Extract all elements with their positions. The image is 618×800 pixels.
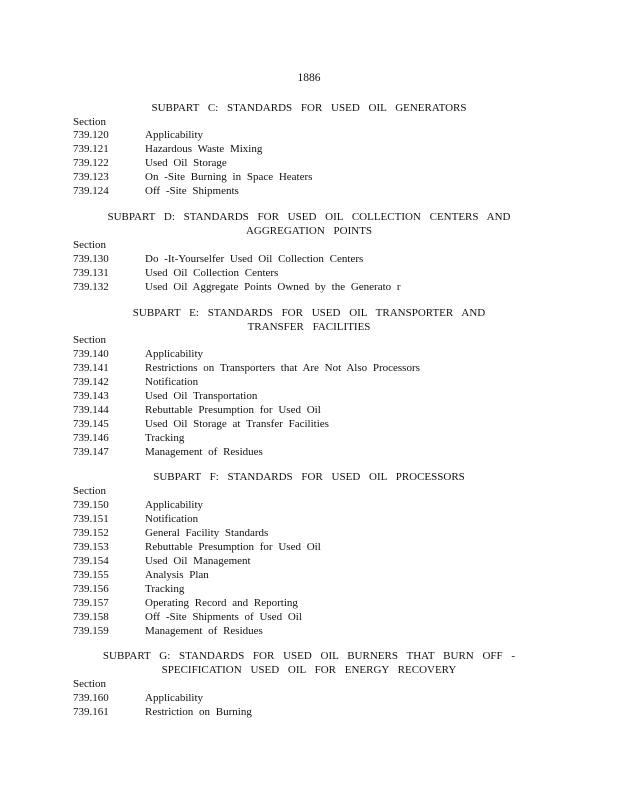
section-label: Section bbox=[73, 116, 106, 128]
subpart-heading-line: TRANSFER FACILITIES bbox=[247, 321, 371, 333]
subpart-heading-line: AGGREGATION POINTS bbox=[245, 225, 373, 237]
section-title: Used Oil Aggregate Points Owned by the Generato r bbox=[145, 281, 401, 293]
section-title: Do -It-Yourselfer Used Oil Collection Centers bbox=[145, 253, 364, 265]
list-item bbox=[73, 624, 593, 638]
section-number: 739.130 bbox=[73, 253, 109, 265]
section-number: 739.140 bbox=[73, 348, 109, 360]
section-number: 739.161 bbox=[73, 706, 109, 718]
section-title: Tracking bbox=[145, 583, 185, 595]
section-title: Applicability bbox=[145, 692, 204, 704]
list-item bbox=[73, 266, 593, 280]
subpart-heading-line: SUBPART G: STANDARDS FOR USED OIL BURNERS THAT BURN OFF - bbox=[102, 650, 516, 662]
section-title: Off -Site Shipments bbox=[145, 185, 239, 197]
section-title: General Facility Standards bbox=[145, 527, 269, 539]
section-number: 739.143 bbox=[73, 390, 109, 402]
list-item bbox=[73, 540, 593, 554]
list-item bbox=[73, 156, 593, 170]
section-label: Section bbox=[73, 334, 106, 346]
section-title: Off -Site Shipments of Used Oil bbox=[145, 611, 302, 623]
subpart-f-heading bbox=[0, 470, 618, 484]
section-number: 739.153 bbox=[73, 541, 109, 553]
section-number: 739.150 bbox=[73, 499, 109, 511]
list-item bbox=[73, 252, 593, 266]
list-item bbox=[73, 554, 593, 568]
section-title: Applicability bbox=[145, 499, 204, 511]
list-item bbox=[73, 170, 593, 184]
section-title: Applicability bbox=[145, 348, 204, 360]
section-title: Used Oil Management bbox=[145, 555, 251, 567]
section-number: 739.146 bbox=[73, 432, 109, 444]
list-item bbox=[73, 417, 593, 431]
section-label: Section bbox=[73, 485, 106, 497]
subpart-g-heading bbox=[0, 649, 618, 677]
section-title: Management of Residues bbox=[145, 625, 263, 637]
list-item bbox=[73, 596, 593, 610]
section-label: Section bbox=[73, 239, 106, 251]
section-number: 739.158 bbox=[73, 611, 109, 623]
list-item bbox=[73, 403, 593, 417]
section-number: 739.154 bbox=[73, 555, 109, 567]
section-title: Tracking bbox=[145, 432, 185, 444]
section-number: 739.147 bbox=[73, 446, 109, 458]
list-item bbox=[73, 347, 593, 361]
section-title: Used Oil Transportation bbox=[145, 390, 258, 402]
subpart-c-heading bbox=[0, 101, 618, 115]
section-list bbox=[73, 128, 593, 198]
list-item bbox=[73, 445, 593, 459]
section-number: 739.131 bbox=[73, 267, 109, 279]
section-title: Notification bbox=[145, 376, 199, 388]
section-number: 739.151 bbox=[73, 513, 109, 525]
list-item bbox=[73, 142, 593, 156]
list-item bbox=[73, 512, 593, 526]
list-item bbox=[73, 705, 593, 719]
section-title: Used Oil Storage at Transfer Facilities bbox=[145, 418, 329, 430]
list-item bbox=[73, 568, 593, 582]
list-item bbox=[73, 431, 593, 445]
section-list bbox=[73, 498, 593, 638]
list-item bbox=[73, 691, 593, 705]
section-number: 739.159 bbox=[73, 625, 109, 637]
section-number: 739.152 bbox=[73, 527, 109, 539]
section-number: 739.122 bbox=[73, 157, 109, 169]
section-title: Rebuttable Presumption for Used Oil bbox=[145, 404, 321, 416]
section-number: 739.132 bbox=[73, 281, 109, 293]
subpart-heading-line: SUBPART C: STANDARDS FOR USED OIL GENERATORS bbox=[151, 102, 467, 114]
subpart-e-heading bbox=[0, 306, 618, 334]
list-item bbox=[73, 361, 593, 375]
section-title: Analysis Plan bbox=[145, 569, 209, 581]
list-item bbox=[73, 498, 593, 512]
list-item bbox=[73, 389, 593, 403]
section-title: Restriction on Burning bbox=[145, 706, 252, 718]
list-item bbox=[73, 184, 593, 198]
list-item bbox=[73, 526, 593, 540]
subpart-heading-line: SUBPART E: STANDARDS FOR USED OIL TRANSPORTER AND bbox=[132, 307, 486, 319]
section-number: 739.123 bbox=[73, 171, 109, 183]
section-title: Applicability bbox=[145, 129, 204, 141]
section-number: 739.121 bbox=[73, 143, 109, 155]
subpart-heading-line: SPECIFICATION USED OIL FOR ENERGY RECOVERY bbox=[161, 664, 457, 676]
list-item bbox=[73, 128, 593, 142]
section-list bbox=[73, 691, 593, 719]
section-title: Management of Residues bbox=[145, 446, 263, 458]
subpart-heading-line: SUBPART F: STANDARDS FOR USED OIL PROCESSORS bbox=[153, 471, 465, 483]
section-title: Operating Record and Reporting bbox=[145, 597, 298, 609]
section-list bbox=[73, 252, 593, 294]
list-item bbox=[73, 375, 593, 389]
page-number: 1886 bbox=[297, 72, 321, 84]
section-number: 739.160 bbox=[73, 692, 109, 704]
section-title: Used Oil Storage bbox=[145, 157, 227, 169]
section-number: 739.145 bbox=[73, 418, 109, 430]
section-number: 739.156 bbox=[73, 583, 109, 595]
section-title: Notification bbox=[145, 513, 199, 525]
section-label: Section bbox=[73, 678, 106, 690]
section-title: Used Oil Collection Centers bbox=[145, 267, 279, 279]
section-number: 739.120 bbox=[73, 129, 109, 141]
section-number: 739.142 bbox=[73, 376, 109, 388]
list-item bbox=[73, 610, 593, 624]
section-number: 739.141 bbox=[73, 362, 109, 374]
subpart-d-heading bbox=[0, 210, 618, 238]
section-list bbox=[73, 347, 593, 459]
section-number: 739.124 bbox=[73, 185, 109, 197]
section-title: On -Site Burning in Space Heaters bbox=[145, 171, 313, 183]
section-title: Hazardous Waste Mixing bbox=[145, 143, 263, 155]
section-number: 739.155 bbox=[73, 569, 109, 581]
list-item bbox=[73, 280, 593, 294]
section-title: Rebuttable Presumption for Used Oil bbox=[145, 541, 321, 553]
section-number: 739.157 bbox=[73, 597, 109, 609]
list-item bbox=[73, 582, 593, 596]
section-number: 739.144 bbox=[73, 404, 109, 416]
subpart-heading-line: SUBPART D: STANDARDS FOR USED OIL COLLECTION CENTERS AND bbox=[107, 211, 511, 223]
section-title: Restrictions on Transporters that Are Not Also Processors bbox=[145, 362, 420, 374]
